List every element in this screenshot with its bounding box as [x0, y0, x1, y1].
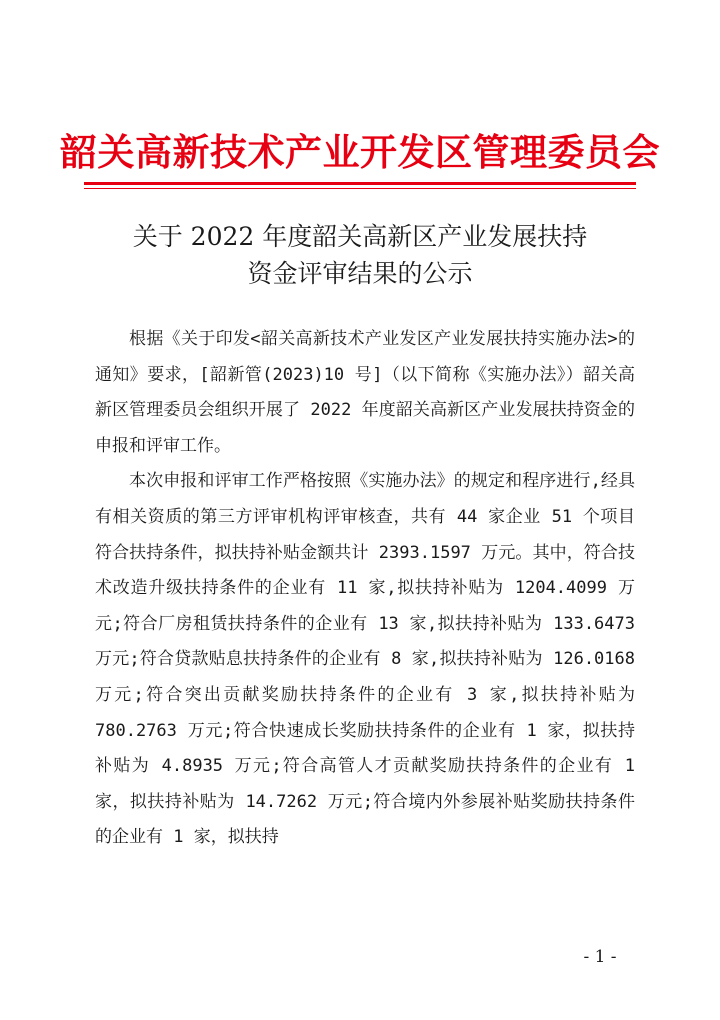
body-paragraph-1: 根据《关于印发<韶关高新技术产业发区产业发展扶持实施办法>的通知》要求，[韶新管(2023)10 号]（以下简称《实施办法》）韶关高新区管理委员会组织开展了 2022 年度韶关高新区产业发展扶持资金的申报和评审工作。: [95, 329, 635, 456]
title-line-1: 关于 2022 年度韶关高新区产业发展扶持: [132, 222, 588, 251]
document-title: [0, 218, 720, 292]
header-rule-thin: [84, 188, 636, 189]
title-line-2: 资金评审结果的公示: [247, 259, 473, 288]
header-rule-thick: [84, 182, 636, 185]
page-number: - 1 -: [583, 947, 617, 967]
document-body: [95, 322, 635, 856]
body-paragraph-2: 本次申报和评审工作严格按照《实施办法》的规定和程序进行,经具有相关资质的第三方评审机构评审核查，共有 44 家企业 51 个项目符合扶持条件，拟扶持补贴金额共计 2393.1597 万元。其中，符合技术改造升级扶持条件的企业有 11 家,拟扶持补贴为 1204.4099 万元;符合厂房租赁扶持条件的企业有 13 家,拟扶持补贴为 133.6473 万元;符合贷款贴息扶持条件的企业有 8 家,拟扶持补贴为 126.0168 万元;符合突出贡献奖励扶持条件的企业有 3 家,拟扶持补贴为 780.2763 万元;符合快速成长奖励扶持条件的企业有 1 家，拟扶持补贴为 4.8935 万元;符合高管人才贡献奖励扶持条件的企业有 1 家，拟扶持补贴为 14.7262 万元;符合境内外参展补贴奖励扶持条件的企业有 1 家，拟扶持: [95, 471, 635, 848]
organization-header: 韶关高新技术产业开发区管理委员会: [60, 130, 660, 174]
